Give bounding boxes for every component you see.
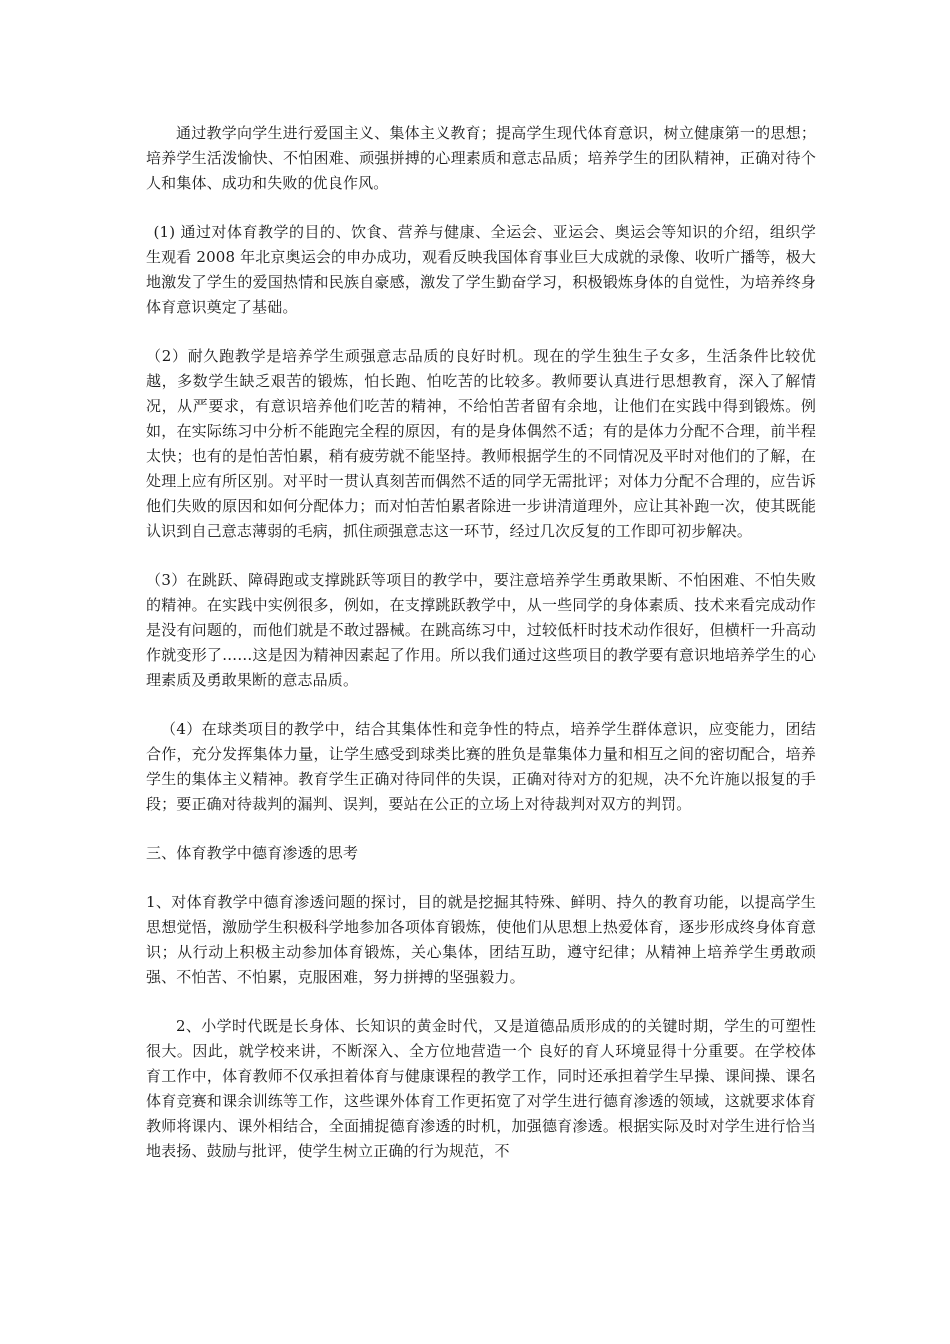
paragraph-intro: 通过教学向学生进行爱国主义、集体主义教育；提高学生现代体育意识，树立健康第一的思想；培养学生活泼愉快、不怕困难、顽强拼搏的心理素质和意志品质；培养学生的团队精神，正确对待个人和集体、成功和失败的优良作风。 (146, 124, 816, 192)
paragraph-gap (146, 693, 816, 717)
paragraph-item-3: （3）在跳跃、障碍跑或支撑跳跃等项目的教学中，要注意培养学生勇敢果断、不怕困难、不怕失败的精神。在实践中实例很多，例如，在支撑跳跃教学中，从一些同学的身体素质、技术来看完成动作是没有问题的，而他们就是不敢过器械。在跳高练习中，过较低杆时技术动作很好，但横杆一升高动作就变形了……这是因为精神因素起了作用。所以我们通过这些项目的教学要有意识地培养学生的心理素质及勇敢果断的意志品质。 (146, 571, 816, 689)
paragraph-item-2: （2）耐久跑教学是培养学生顽强意志品质的良好时机。现在的学生独生子女多，生活条件比较优越，多数学生缺乏艰苦的锻炼，怕长跑、怕吃苦的比较多。教师要认真进行思想教育，深入了解情况，从严要求，有意识培养他们吃苦的精神，不给怕苦者留有余地，让他们在实践中得到锻炼。例如，在实际练习中分析不能跑完全程的原因，有的是身体偶然不适；有的是体力分配不合理，前半程太快；也有的是怕苦怕累，稍有疲劳就不能坚持。教师根据学生的不同情况及平时对他们的了解，在处理上应有所区别。对平时一贯认真刻苦而偶然不适的同学无需批评；对体力分配不合理的，应告诉他们失败的原因和如何分配体力；而对怕苦怕累者除进一步讲清道理外，应让其补跑一次，使其既能认识到自己意志薄弱的毛病，抓住顽强意志这一环节，经过几次反复的工作即可初步解决。 (146, 347, 816, 540)
paragraph-point-1: 1、对体育教学中德育渗透问题的探讨，目的就是挖掘其特殊、鲜明、持久的教育功能，以提高学生思想觉悟，激励学生积极科学地参加各项体育锻炼，使他们从思想上热爱体育，逐步形成终身体育意识；从行动上积极主动参加体育锻炼，关心集体，团结互助，遵守纪律；从精神上培养学生勇敢顽强、不怕苦、不怕累，克服困难，努力拼搏的坚强毅力。 (146, 893, 816, 986)
paragraph-gap (146, 990, 816, 1014)
paragraph-item-1: (1) 通过对体育教学的目的、饮食、营养与健康、全运会、亚运会、奥运会等知识的介绍，组织学生观看 2008 年北京奥运会的申办成功，观看反映我国体育事业巨大成就的录像、收听广播等，极大地激发了学生的爱国热情和民族自豪感，激发了学生勤奋学习，积极锻炼身体的自觉性，为培养终身体育意识奠定了基础。 (146, 223, 816, 316)
paragraph-point-2: 2、小学时代既是长身体、长知识的黄金时代，又是道德品质形成的的关键时期，学生的可塑性很大。因此，就学校来讲，不断深入、全方位地营造一个 良好的育人环境显得十分重要。在学校体育工作中，体育教师不仅承担着体育与健康课程的教学工作，同时还承担着学生早操、课间操、课名体育竞赛和课余训练等工作，这些课外体育工作更拓宽了对学生进行德育渗透的领域，这就要求体育教师将课内、课外相结合，全面捕捉德育渗透的时机，加强德育渗透。根据实际及时对学生进行恰当地表扬、鼓励与批评，使学生树立正确的行为规范，不 (146, 1017, 816, 1160)
paragraph-gap (146, 817, 816, 841)
document-page (146, 121, 816, 1164)
paragraph-gap (146, 544, 816, 568)
paragraph-gap (146, 320, 816, 344)
section-heading: 三、体育教学中德育渗透的思考 (146, 844, 359, 862)
paragraph-gap (146, 866, 816, 890)
paragraph-item-4: （4）在球类项目的教学中，结合其集体性和竞争性的特点，培养学生群体意识，应变能力，团结合作，充分发挥集体力量，让学生感受到球类比赛的胜负是靠集体力量和相互之间的密切配合，培养学生的集体主义精神。教育学生正确对待同伴的失误，正确对待对方的犯规，决不允许施以报复的手段；要正确对待裁判的漏判、误判，要站在公正的立场上对待裁判对双方的判罚。 (146, 720, 816, 813)
paragraph-gap (146, 196, 816, 220)
